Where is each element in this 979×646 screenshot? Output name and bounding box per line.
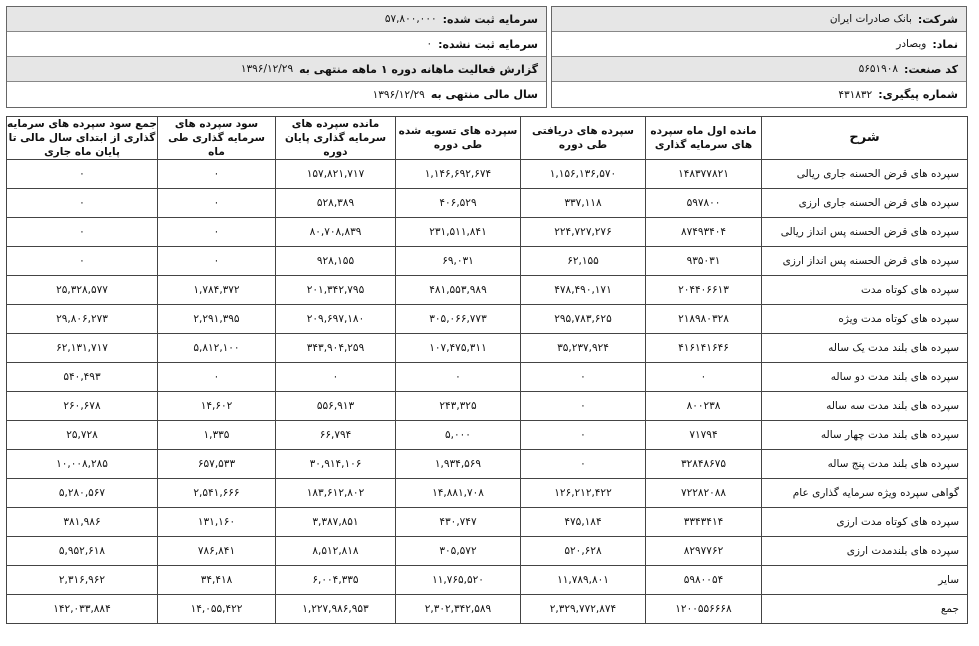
monthly-profit-cell: ۱,۳۳۵: [158, 421, 276, 450]
opening-balance-cell: ۷۱۷۹۴: [646, 421, 762, 450]
ytd-profit-cell: ۱۴۲,۰۳۳,۸۸۴: [7, 595, 158, 624]
received-cell: ۴۷۸,۴۹۰,۱۷۱: [521, 276, 646, 305]
table-row: [7, 189, 968, 218]
settled-cell: ۴۰۶,۵۲۹: [396, 189, 521, 218]
symbol-value: وبصادر: [896, 38, 927, 50]
report-period-label: گزارش فعالیت ماهانه دوره ۱ ماهه منتهی به: [299, 62, 538, 76]
received-cell: ۵۲۰,۶۲۸: [521, 537, 646, 566]
opening-balance-cell: ۵۹۸۰۰۵۴: [646, 566, 762, 595]
industry-code-value: ۵۶۵۱۹۰۸: [858, 63, 899, 75]
settled-cell: ۱,۹۳۴,۵۶۹: [396, 450, 521, 479]
received-cell: ۲,۳۲۹,۷۷۲,۸۷۴: [521, 595, 646, 624]
table-header-row: [7, 117, 968, 160]
col-header-settled: سپرده های تسویه شده طی دوره: [396, 117, 521, 160]
settled-cell: ۱,۱۴۶,۶۹۲,۶۷۴: [396, 160, 521, 189]
deposits-table-wrapper: [6, 116, 967, 624]
closing-balance-cell: ۱۸۳,۶۱۲,۸۰۲: [276, 479, 396, 508]
monthly-profit-cell: ۶۵۷,۵۳۳: [158, 450, 276, 479]
closing-balance-cell: ۶,۰۰۴,۳۳۵: [276, 566, 396, 595]
table-row: [7, 392, 968, 421]
row-description: سپرده های کوتاه مدت ارزی: [762, 508, 968, 537]
monthly-profit-cell: ۲,۵۴۱,۶۶۶: [158, 479, 276, 508]
row-description: گواهی سپرده ویژه سرمایه گذاری عام: [762, 479, 968, 508]
opening-balance-cell: ۷۲۲۸۲۰۸۸: [646, 479, 762, 508]
table-row: [7, 566, 968, 595]
received-cell: ۰: [521, 392, 646, 421]
company-value: بانک صادرات ایران: [829, 13, 912, 25]
closing-balance-cell: ۱,۲۲۷,۹۸۶,۹۵۳: [276, 595, 396, 624]
opening-balance-cell: ۲۰۴۴۰۶۶۱۳: [646, 276, 762, 305]
settled-cell: ۱۱,۷۶۵,۵۲۰: [396, 566, 521, 595]
received-cell: ۲۹۵,۷۸۳,۶۲۵: [521, 305, 646, 334]
fiscal-year-value: ۱۳۹۶/۱۲/۲۹: [372, 88, 425, 101]
table-row: [7, 218, 968, 247]
ytd-profit-cell: ۵,۹۵۲,۶۱۸: [7, 537, 158, 566]
received-cell: ۰: [521, 450, 646, 479]
capital-info-box: [6, 6, 547, 108]
table-row: [7, 160, 968, 189]
row-description: سپرده های کوتاه مدت ویژه: [762, 305, 968, 334]
received-cell: ۰: [521, 421, 646, 450]
ytd-profit-cell: ۶۲,۱۳۱,۷۱۷: [7, 334, 158, 363]
row-description: جمع: [762, 595, 968, 624]
opening-balance-cell: ۳۳۴۳۴۱۴: [646, 508, 762, 537]
ytd-profit-cell: ۱۰,۰۰۸,۲۸۵: [7, 450, 158, 479]
opening-balance-cell: ۴۱۶۱۴۱۶۴۶: [646, 334, 762, 363]
closing-balance-cell: ۲۰۹,۶۹۷,۱۸۰: [276, 305, 396, 334]
fiscal-year-row: [7, 82, 546, 107]
report-period-value: ۱۳۹۶/۱۲/۲۹: [240, 63, 294, 75]
closing-balance-cell: ۵۵۶,۹۱۳: [276, 392, 396, 421]
settled-cell: ۳۰۵,۵۷۲: [396, 537, 521, 566]
col-header-received: سپرده های دریافتی طی دوره: [521, 117, 646, 160]
received-cell: ۳۵,۲۳۷,۹۲۴: [521, 334, 646, 363]
table-row: [7, 450, 968, 479]
tracking-row: [552, 82, 966, 107]
received-cell: ۶۲,۱۵۵: [521, 247, 646, 276]
table-row: [7, 508, 968, 537]
monthly-profit-cell: ۱,۷۸۴,۳۷۲: [158, 276, 276, 305]
row-description: سپرده های بلند مدت یک ساله: [762, 334, 968, 363]
row-description: سپرده های بلند مدت دو ساله: [762, 363, 968, 392]
settled-cell: ۱۰۷,۴۷۵,۳۱۱: [396, 334, 521, 363]
closing-balance-cell: ۳,۳۸۷,۸۵۱: [276, 508, 396, 537]
settled-cell: ۵,۰۰۰: [396, 421, 521, 450]
opening-balance-cell: ۳۲۸۴۸۶۷۵: [646, 450, 762, 479]
opening-balance-cell: ۸۲۹۷۷۶۲: [646, 537, 762, 566]
closing-balance-cell: ۸,۵۱۲,۸۱۸: [276, 537, 396, 566]
registered-capital-row: [7, 7, 546, 32]
closing-balance-cell: ۳۴۳,۹۰۴,۲۵۹: [276, 334, 396, 363]
opening-balance-cell: ۵۹۷۸۰۰: [646, 189, 762, 218]
monthly-profit-cell: ۷۸۶,۸۴۱: [158, 537, 276, 566]
received-cell: ۱۱,۷۸۹,۸۰۱: [521, 566, 646, 595]
report-period-row: [7, 57, 546, 82]
settled-cell: ۲۴۳,۳۲۵: [396, 392, 521, 421]
table-row: [7, 363, 968, 392]
settled-cell: ۴۸۱,۵۵۳,۹۸۹: [396, 276, 521, 305]
ytd-profit-cell: ۳۸۱,۹۸۶: [7, 508, 158, 537]
row-description: سپرده های قرض الحسنه پس انداز ارزی: [762, 247, 968, 276]
opening-balance-cell: ۰: [646, 363, 762, 392]
company-label: شرکت:: [917, 12, 958, 26]
settled-cell: ۰: [396, 363, 521, 392]
received-cell: ۳۳۷,۱۱۸: [521, 189, 646, 218]
ytd-profit-cell: ۲۹,۸۰۶,۲۷۳: [7, 305, 158, 334]
ytd-profit-cell: ۲۵,۷۲۸: [7, 421, 158, 450]
received-cell: ۲۲۴,۷۲۷,۲۷۶: [521, 218, 646, 247]
registered-capital-label: سرمایه ثبت شده:: [442, 12, 538, 26]
col-header-ytd-profit: جمع سود سپرده های سرمایه گذاری از ابتدای سال مالی تا پایان ماه جاری: [7, 118, 157, 158]
ytd-profit-cell: ۵,۲۸۰,۵۶۷: [7, 479, 158, 508]
industry-code-row: [552, 57, 966, 82]
closing-balance-cell: ۳۰,۹۱۴,۱۰۶: [276, 450, 396, 479]
closing-balance-cell: ۱۵۷,۸۲۱,۷۱۷: [276, 160, 396, 189]
symbol-label: نماد:: [932, 37, 958, 51]
unregistered-capital-label: سرمایه ثبت نشده:: [438, 37, 538, 51]
company-row: [552, 7, 966, 32]
monthly-profit-cell: ۰: [158, 160, 276, 189]
ytd-profit-cell: ۲۶۰,۶۷۸: [7, 392, 158, 421]
table-row: [7, 247, 968, 276]
closing-balance-cell: ۸۰,۷۰۸,۸۳۹: [276, 218, 396, 247]
row-description: سپرده های قرض الحسنه جاری ارزی: [762, 189, 968, 218]
total-row: [7, 595, 968, 624]
monthly-profit-cell: ۳۴,۴۱۸: [158, 566, 276, 595]
closing-balance-cell: ۰: [276, 363, 396, 392]
ytd-profit-cell: ۵۴۰,۴۹۳: [7, 363, 158, 392]
unregistered-capital-value: ۰: [426, 38, 433, 50]
settled-cell: ۳۰۵,۰۶۶,۷۷۳: [396, 305, 521, 334]
table-row: [7, 421, 968, 450]
row-description: سپرده های بلند مدت سه ساله: [762, 392, 968, 421]
ytd-profit-cell: ۰: [7, 247, 158, 276]
ytd-profit-cell: ۰: [7, 218, 158, 247]
monthly-profit-cell: ۲,۲۹۱,۳۹۵: [158, 305, 276, 334]
opening-balance-cell: ۱۲۰۰۵۵۶۶۶۸: [646, 595, 762, 624]
ytd-profit-cell: ۲,۳۱۶,۹۶۲: [7, 566, 158, 595]
ytd-profit-cell: ۰: [7, 189, 158, 218]
monthly-profit-cell: ۰: [158, 363, 276, 392]
row-description: سپرده های بلند مدت پنج ساله: [762, 450, 968, 479]
ytd-profit-cell: ۰: [7, 160, 158, 189]
tracking-label: شماره پیگیری:: [878, 88, 958, 101]
unregistered-capital-row: [7, 32, 546, 57]
opening-balance-cell: ۱۴۸۳۷۷۸۲۱: [646, 160, 762, 189]
col-header-closing-balance: مانده سپرده های سرمایه گذاری پایان دوره: [276, 117, 396, 160]
received-cell: ۱۲۶,۲۱۲,۴۲۲: [521, 479, 646, 508]
monthly-profit-cell: ۰: [158, 247, 276, 276]
received-cell: ۱,۱۵۶,۱۳۶,۵۷۰: [521, 160, 646, 189]
settled-cell: ۲۳۱,۵۱۱,۸۴۱: [396, 218, 521, 247]
closing-balance-cell: ۶۶,۷۹۴: [276, 421, 396, 450]
monthly-profit-cell: ۱۳۱,۱۶۰: [158, 508, 276, 537]
col-header-description: شرح: [762, 117, 968, 160]
received-cell: ۰: [521, 363, 646, 392]
monthly-profit-cell: ۱۴,۰۵۵,۴۲۲: [158, 595, 276, 624]
tracking-value: ۴۳۱۸۳۲: [838, 88, 873, 101]
opening-balance-cell: ۸۰۰۲۳۸: [646, 392, 762, 421]
col-header-monthly-profit: سود سپرده های سرمایه گذاری طی ماه: [158, 117, 276, 160]
row-description: سایر: [762, 566, 968, 595]
table-body: [7, 160, 968, 624]
closing-balance-cell: ۹۲۸,۱۵۵: [276, 247, 396, 276]
row-description: سپرده های بلندمدت ارزی: [762, 537, 968, 566]
row-description: سپرده های قرض الحسنه جاری ریالی: [762, 160, 968, 189]
table-row: [7, 276, 968, 305]
settled-cell: ۱۴,۸۸۱,۷۰۸: [396, 479, 521, 508]
monthly-profit-cell: ۰: [158, 218, 276, 247]
ytd-profit-cell: ۲۵,۳۲۸,۵۷۷: [7, 276, 158, 305]
monthly-profit-cell: ۱۴,۶۰۲: [158, 392, 276, 421]
table-row: [7, 305, 968, 334]
row-description: سپرده های کوتاه مدت: [762, 276, 968, 305]
report-header: [6, 6, 967, 108]
deposits-table: [6, 116, 968, 624]
table-row: [7, 479, 968, 508]
monthly-profit-cell: ۰: [158, 189, 276, 218]
row-description: سپرده های قرض الحسنه پس انداز ریالی: [762, 218, 968, 247]
received-cell: ۴۷۵,۱۸۴: [521, 508, 646, 537]
symbol-row: [552, 32, 966, 57]
table-row: [7, 537, 968, 566]
company-info-box: [551, 6, 967, 108]
opening-balance-cell: ۸۷۴۹۳۴۰۴: [646, 218, 762, 247]
opening-balance-cell: ۲۱۸۹۸۰۳۲۸: [646, 305, 762, 334]
closing-balance-cell: ۵۲۸,۳۸۹: [276, 189, 396, 218]
settled-cell: ۴۳۰,۷۴۷: [396, 508, 521, 537]
industry-code-label: کد صنعت:: [904, 62, 958, 76]
row-description: سپرده های بلند مدت چهار ساله: [762, 421, 968, 450]
col-header-opening-balance: مانده اول ماه سپرده های سرمایه گذاری: [646, 117, 762, 160]
table-row: [7, 334, 968, 363]
fiscal-year-label: سال مالی منتهی به: [430, 88, 538, 101]
monthly-profit-cell: ۵,۸۱۲,۱۰۰: [158, 334, 276, 363]
opening-balance-cell: ۹۳۵۰۳۱: [646, 247, 762, 276]
settled-cell: ۶۹,۰۳۱: [396, 247, 521, 276]
closing-balance-cell: ۲۰۱,۳۴۲,۷۹۵: [276, 276, 396, 305]
registered-capital-value: ۵۷,۸۰۰,۰۰۰: [384, 13, 437, 25]
settled-cell: ۲,۳۰۲,۳۴۲,۵۸۹: [396, 595, 521, 624]
